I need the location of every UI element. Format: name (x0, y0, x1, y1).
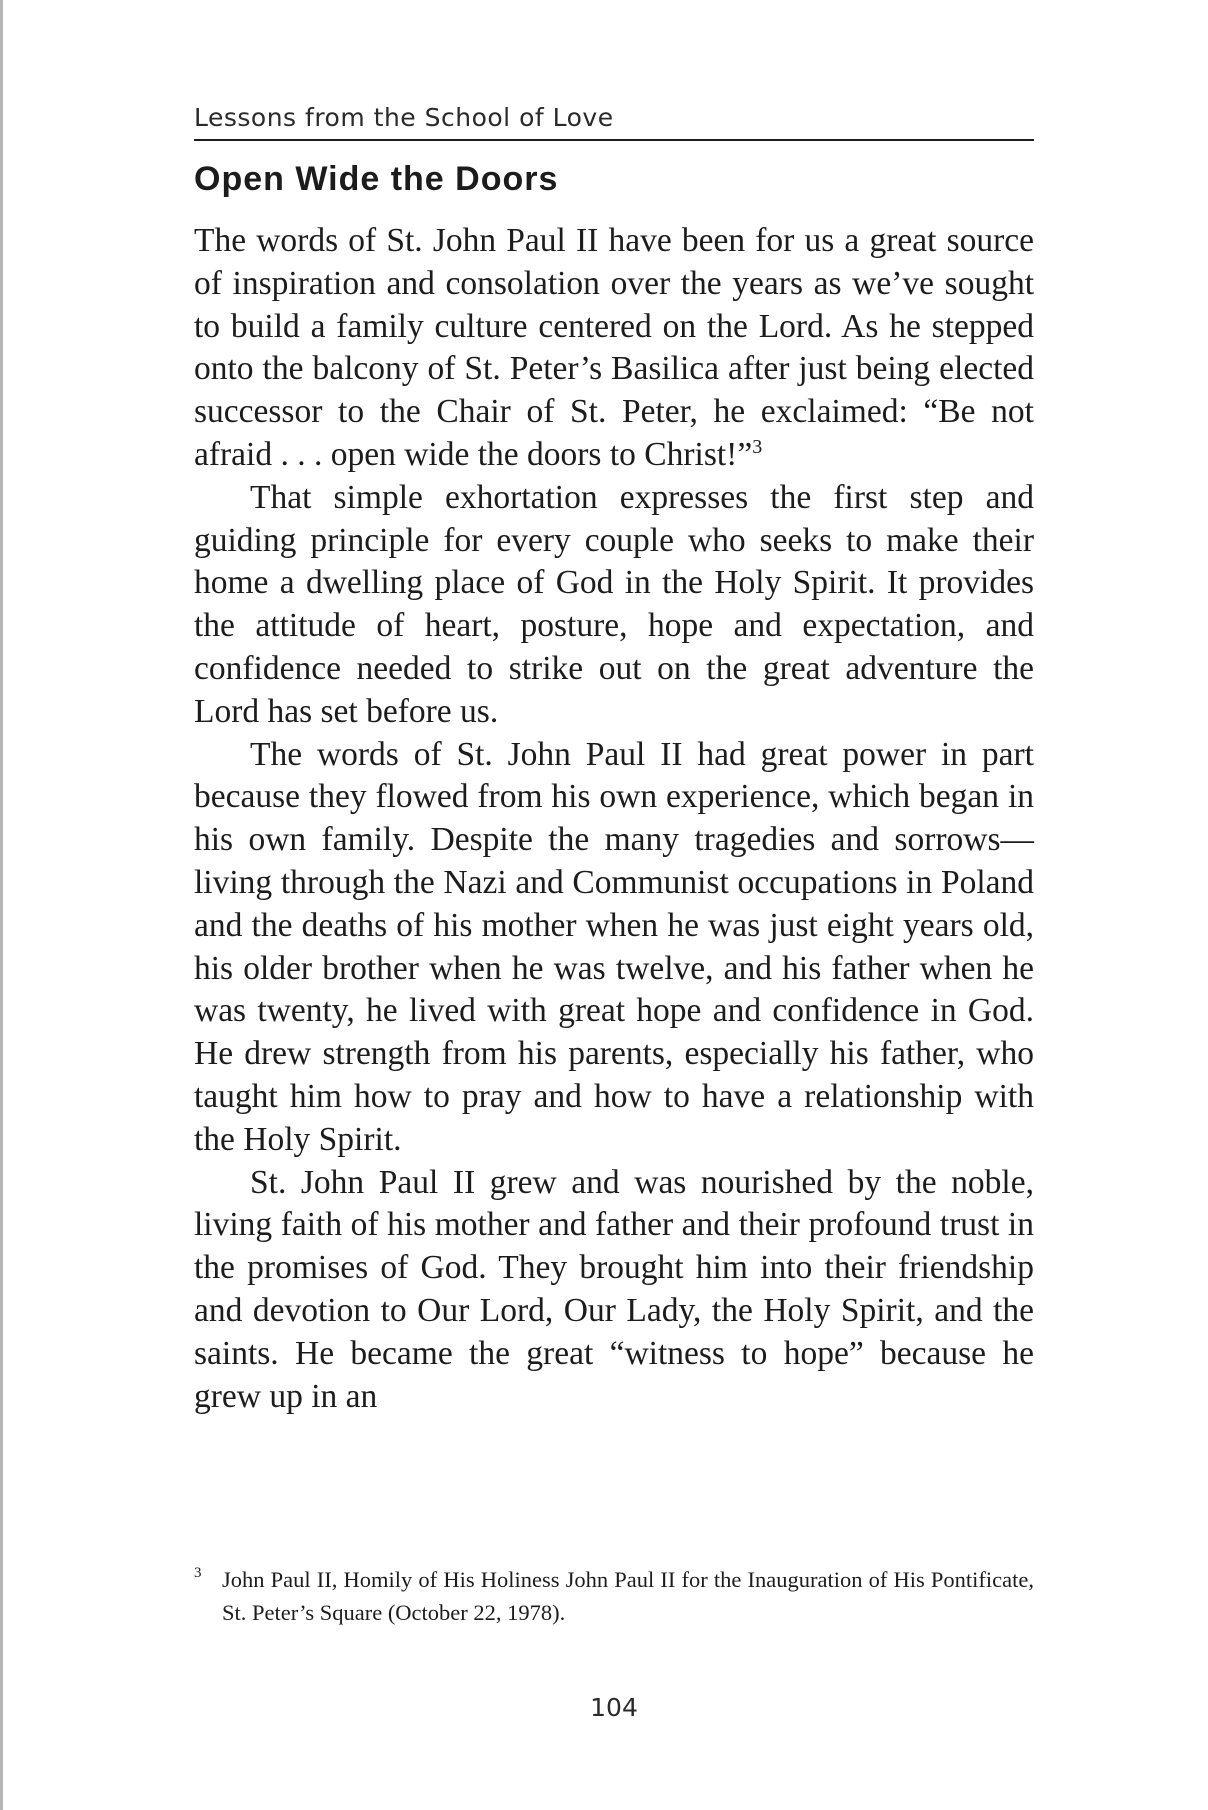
paragraph-1-text: The words of St. John Paul II have been for us a great source of inspiration and consolation over the years as we’ve sought to build a family culture centered on the Lord. As he stepped onto the balcony of St. Peter’s Basilica after just being elected successor to the Chair of St. Peter, he exclaimed: “Be not afraid . . . open wide the doors to Christ!” (194, 222, 1034, 473)
footnote-mark: 3 (194, 1565, 202, 1581)
page-number: 104 (590, 1693, 638, 1722)
paragraph-2: That simple exhortation expresses the first step and guiding principle for every couple who seeks to make their home a dwelling place of God in the Holy Spirit. It provides the attitude of heart, posture, hope and expectation, and confidence needed to strike out on the great adventure the Lord has set before us. (194, 478, 1034, 730)
body-text (194, 220, 1034, 1418)
book-page (194, 0, 1034, 1810)
page-edge-line (0, 0, 3, 1810)
running-head: Lessons from the School of Love (194, 103, 614, 132)
section-heading: Open Wide the Doors (194, 160, 559, 198)
paragraph-1 (194, 220, 1034, 477)
footnote-reference: 3 (752, 435, 763, 458)
header-rule (194, 139, 1034, 141)
paragraph-3: The words of St. John Paul II had great power in part because they flowed from his own experience, which began in his own family. Despite the many tragedies and sorrows—living through the Nazi and Communist occupations in Poland and the deaths of his mother when he was just eight years old, his older brother when he was twelve, and his father when he was twenty, he lived with great hope and confidence in God. He drew strength from his parents, especially his father, who taught him how to pray and how to have a relationship with the Holy Spirit. (194, 735, 1034, 1158)
footnote (194, 1563, 1034, 1629)
paragraph-4: St. John Paul II grew and was nourished by the noble, living faith of his mother and father and their profound trust in the promises of God. They brought him into their friendship and devotion to Our Lord, Our Lady, the Holy Spirit, and the saints. He became the great “witness to hope” because he grew up in an (194, 1163, 1034, 1415)
footnote-text: John Paul II, Homily of His Holiness John Paul II for the Inauguration of His Pontificate, St. Peter’s Square (October 22, 1978). (222, 1567, 1034, 1625)
